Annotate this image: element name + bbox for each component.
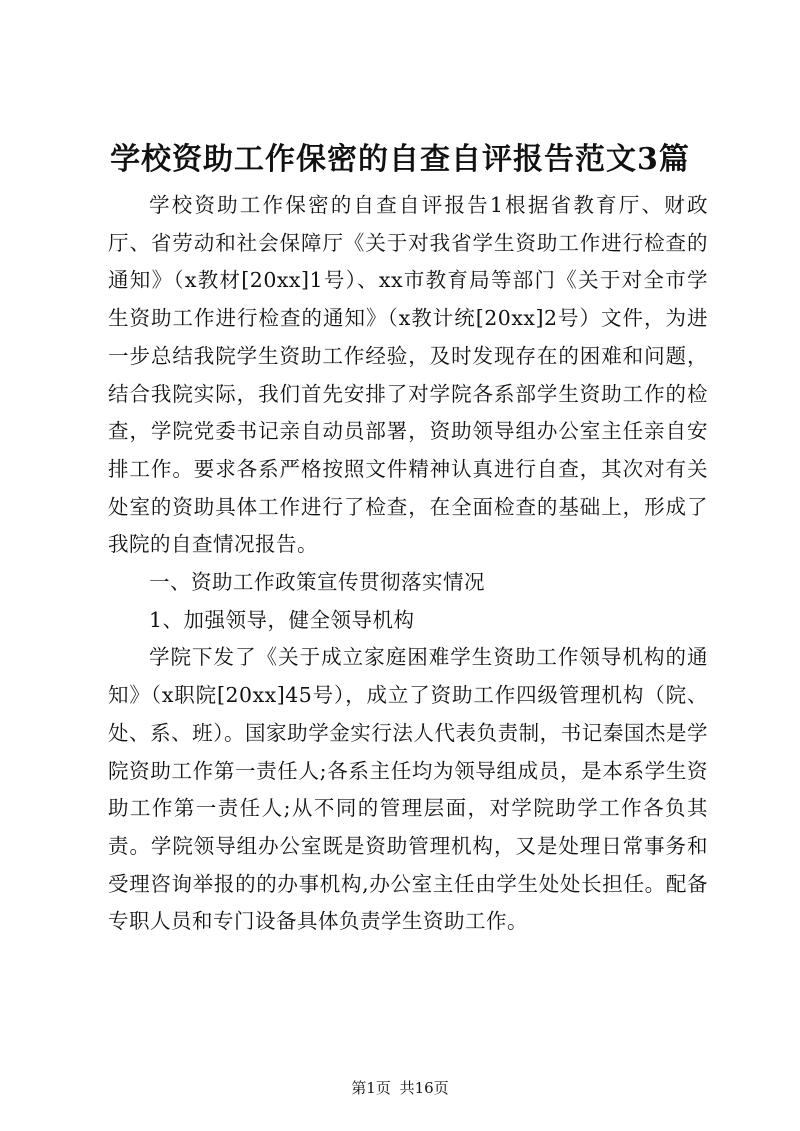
total-pages: 共16页 xyxy=(399,1079,449,1097)
paragraph-intro: 学校资助工作保密的自查自评报告1根据省教育厅、财政厅、省劳动和社会保障厅《关于对我省学生资助工作进行检查的通知》（x教材[20xx]1号）、xx市教育局等部门《关于对全市学生资助工作进行检查的通知》（x教计统[20xx]2号）文件，为进一步总结我院学生资助工作经验，及时发现存在的困难和问题，结合我院实际，我们首先安排了对学院各系部学生资助工作的检查，学院党委书记亲自动员部署，资助领导组办公室主任亲自安排工作。要求各系严格按照文件精神认真进行自查，其次对有关处室的资助具体工作进行了检查，在全面检查的基础上，形成了我院的自查情况报告。 xyxy=(108,193,708,557)
section-heading-1: 一、资助工作政策宣传贯彻落实情况 xyxy=(149,570,485,595)
paragraph-leadership: 学院下发了《关于成立家庭困难学生资助工作领导机构的通知》（x职院[20xx]45号），成立了资助工作四级管理机构（院、处、系、班）。国家助学金实行法人代表负责制，书记秦国杰是学院资助工作第一责任人;各系主任均为领导组成员，是本系学生资助工作第一责任人;从不同的管理层面，对学院助学工作各负其责。学院领导组办公室既是资助管理机构，又是处理日常事务和受理咨询举报的的办事机构,办公室主任由学生处处长担任。配备专职人员和专门设备具体负责学生资助工作。 xyxy=(108,645,708,934)
page-footer xyxy=(0,1078,800,1098)
page-number: 第1页 xyxy=(351,1079,391,1097)
subsection-heading-1-1: 1、加强领导，健全领导机构 xyxy=(149,607,415,632)
document-title: 学校资助工作保密的自查自评报告范文3篇 xyxy=(110,142,690,177)
document-body xyxy=(108,187,708,941)
